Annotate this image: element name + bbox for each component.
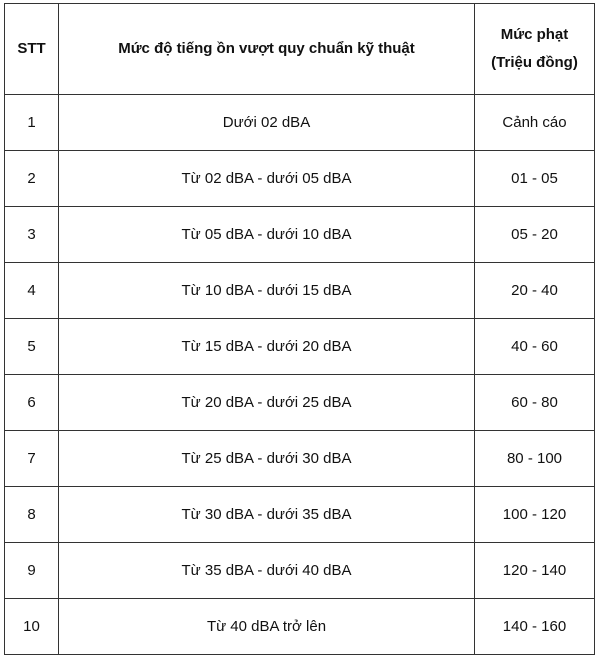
cell-fine: 01 - 05 bbox=[475, 151, 595, 207]
cell-stt: 8 bbox=[5, 487, 59, 543]
cell-stt: 10 bbox=[5, 599, 59, 655]
table-row bbox=[5, 95, 595, 151]
cell-noise-level: Từ 30 dBA - dưới 35 dBA bbox=[59, 487, 475, 543]
cell-noise-level: Từ 20 dBA - dưới 25 dBA bbox=[59, 375, 475, 431]
cell-stt: 4 bbox=[5, 263, 59, 319]
cell-fine: 60 - 80 bbox=[475, 375, 595, 431]
header-fine-unit: (Triệu đồng) bbox=[491, 54, 578, 71]
cell-noise-level: Từ 02 dBA - dưới 05 dBA bbox=[59, 151, 475, 207]
cell-fine: 40 - 60 bbox=[475, 319, 595, 375]
header-stt: STT bbox=[5, 4, 59, 95]
cell-noise-level: Từ 05 dBA - dưới 10 dBA bbox=[59, 207, 475, 263]
cell-stt: 2 bbox=[5, 151, 59, 207]
cell-stt: 9 bbox=[5, 543, 59, 599]
cell-noise-level: Từ 40 dBA trở lên bbox=[59, 599, 475, 655]
header-fine-label: Mức phạt bbox=[500, 26, 569, 43]
cell-stt: 3 bbox=[5, 207, 59, 263]
cell-fine: 100 - 120 bbox=[475, 487, 595, 543]
cell-noise-level: Từ 10 dBA - dưới 15 dBA bbox=[59, 263, 475, 319]
header-noise-level: Mức độ tiếng ồn vượt quy chuẩn kỹ thuật bbox=[59, 4, 475, 95]
table-row bbox=[5, 151, 595, 207]
cell-fine: 140 - 160 bbox=[475, 599, 595, 655]
table-row bbox=[5, 487, 595, 543]
cell-stt: 7 bbox=[5, 431, 59, 487]
table-row bbox=[5, 263, 595, 319]
header-fine bbox=[475, 4, 595, 95]
table-header-row bbox=[5, 4, 595, 95]
table-row bbox=[5, 319, 595, 375]
table-row bbox=[5, 431, 595, 487]
cell-fine: 80 - 100 bbox=[475, 431, 595, 487]
noise-fine-table-container bbox=[4, 3, 594, 655]
cell-noise-level: Dưới 02 dBA bbox=[59, 95, 475, 151]
cell-stt: 1 bbox=[5, 95, 59, 151]
cell-stt: 6 bbox=[5, 375, 59, 431]
noise-fine-table bbox=[4, 3, 595, 655]
cell-noise-level: Từ 25 dBA - dưới 30 dBA bbox=[59, 431, 475, 487]
table-row bbox=[5, 599, 595, 655]
cell-fine: 05 - 20 bbox=[475, 207, 595, 263]
cell-noise-level: Từ 35 dBA - dưới 40 dBA bbox=[59, 543, 475, 599]
table-row bbox=[5, 207, 595, 263]
cell-stt: 5 bbox=[5, 319, 59, 375]
cell-fine: Cảnh cáo bbox=[475, 95, 595, 151]
cell-noise-level: Từ 15 dBA - dưới 20 dBA bbox=[59, 319, 475, 375]
cell-fine: 20 - 40 bbox=[475, 263, 595, 319]
cell-fine: 120 - 140 bbox=[475, 543, 595, 599]
table-row bbox=[5, 543, 595, 599]
table-row bbox=[5, 375, 595, 431]
